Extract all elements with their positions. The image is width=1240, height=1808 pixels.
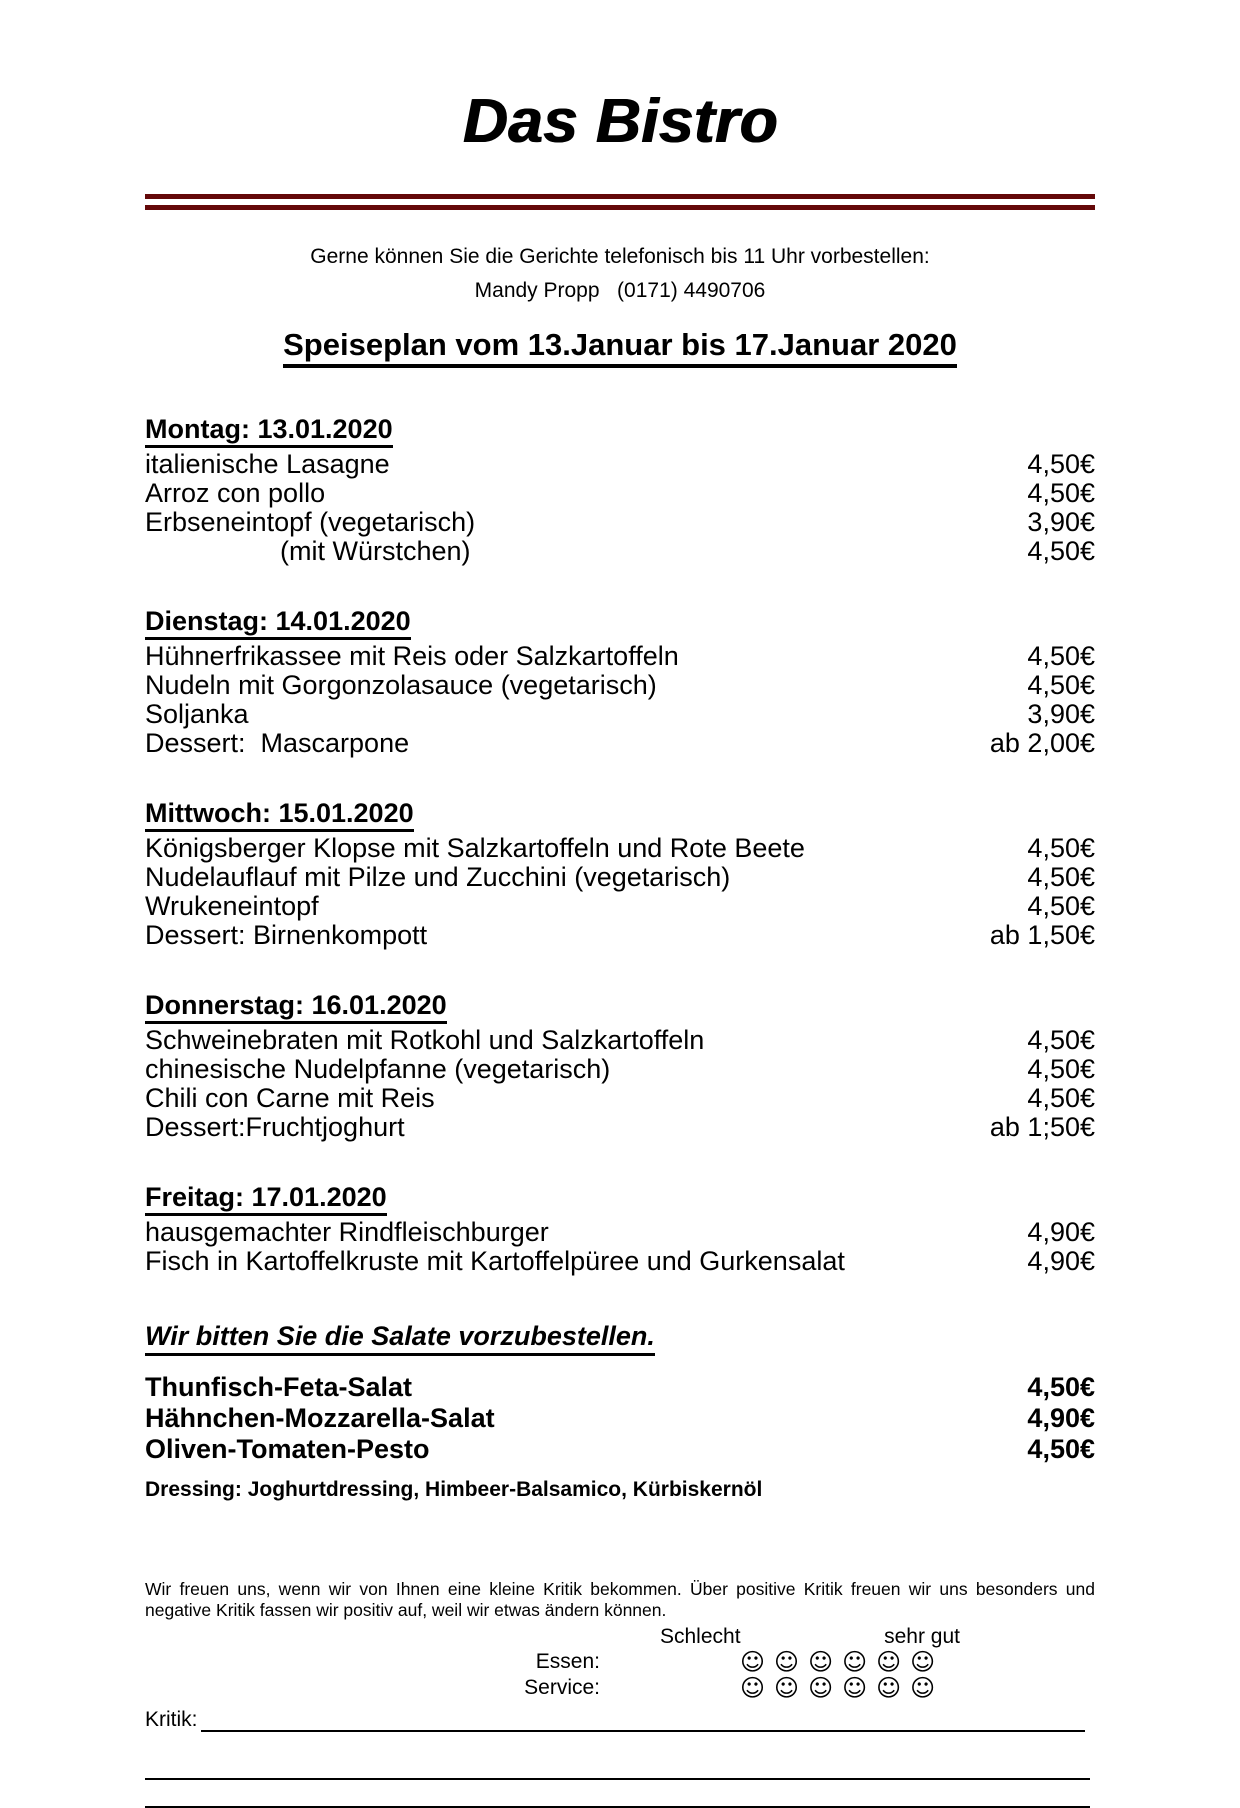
smiley-icon: ☺ [740, 1648, 766, 1676]
smiley-icon: ☺ [876, 1674, 902, 1702]
menu-item-name: Chili con Carne mit Reis [145, 1083, 435, 1113]
day-heading: Mittwoch: 15.01.2020 [145, 799, 414, 832]
menu-item-price: 4,50€ [1027, 833, 1095, 863]
salad-item-price: 4,90€ [1027, 1403, 1095, 1433]
menu-item-row [145, 921, 1095, 950]
menu-item-row [145, 671, 1095, 700]
menu-item-price: ab 1;50€ [989, 1112, 1095, 1142]
writein-line [145, 1754, 1090, 1780]
smiley-icon: ☺ [774, 1648, 800, 1676]
menu-item-price: 4,50€ [1027, 1054, 1095, 1084]
kritik-label: Kritik: [145, 1708, 198, 1731]
menu-item-name: Dessert:Fruchtjoghurt [145, 1112, 405, 1142]
salad-item-name: Hähnchen-Mozzarella-Salat [145, 1403, 495, 1433]
menu-item-name: Schweinebraten mit Rotkohl und Salzkartoffeln [145, 1025, 705, 1055]
menu-item-name: Königsberger Klopse mit Salzkartoffeln und Rote Beete [145, 833, 805, 863]
day-section-donnerstag [145, 991, 1095, 1142]
writein-line [145, 1780, 1090, 1808]
menu-item-price: 4,50€ [1027, 478, 1095, 508]
menu-item-price: 4,50€ [1027, 641, 1095, 671]
menu-item-name: Erbseneintopf (vegetarisch) [145, 507, 476, 537]
smiley-icon: ☺ [808, 1648, 834, 1676]
smiley-icon: ☺ [842, 1674, 868, 1702]
brand-rule-top [145, 194, 1095, 199]
menu-item-price: ab 1,50€ [989, 920, 1095, 950]
menu-item-price: ab 2,00€ [989, 728, 1095, 758]
plan-title: Speiseplan vom 13.Januar bis 17.Januar 2020 [283, 328, 957, 368]
contact-line: Mandy Propp (0171) 4490706 [474, 279, 766, 302]
smiley-icon: ☺ [740, 1674, 766, 1702]
day-heading: Montag: 13.01.2020 [145, 415, 393, 448]
page-title: Das Bistro [462, 87, 778, 156]
dressing-note: Dressing: Joghurtdressing, Himbeer-Balsamico, Kürbiskernöl [145, 1478, 763, 1501]
menu-item-price: 4,50€ [1027, 1025, 1095, 1055]
smiley-icon: ☺ [910, 1648, 936, 1676]
rating-label: Essen: [535, 1650, 600, 1673]
menu-item-name: Arroz con pollo [145, 478, 326, 508]
menu-item-name: Hühnerfrikassee mit Reis oder Salzkartoffeln [145, 641, 679, 671]
salad-item-name: Thunfisch-Feta-Salat [145, 1372, 413, 1402]
salad-item-row [145, 1372, 1095, 1403]
menu-item-row [145, 1026, 1095, 1055]
menu-item-row [145, 479, 1095, 508]
plan-title-wrap [145, 328, 1095, 368]
menu-item-row [145, 450, 1095, 479]
menu-item-row [145, 508, 1095, 537]
salad-item-row [145, 1403, 1095, 1434]
menu-item-name: hausgemachter Rindfleischburger [145, 1217, 549, 1247]
menu-item-price: 3,90€ [1027, 507, 1095, 537]
smiley-icon: ☺ [910, 1674, 936, 1702]
menu-item-row [145, 1084, 1095, 1113]
salad-rows [145, 1372, 1095, 1465]
menu-item-price: 3,90€ [1027, 699, 1095, 729]
menu-item-row [145, 1055, 1095, 1084]
salad-item-name: Oliven-Tomaten-Pesto [145, 1434, 430, 1464]
smiley-scale [740, 1650, 935, 1674]
feedback-section [145, 1579, 1095, 1808]
menu-item-name: Fisch in Kartoffelkruste mit Kartoffelpüree und Gurkensalat [145, 1246, 845, 1276]
menu-item-row [145, 537, 1095, 566]
scale-label-bad: Schlecht [660, 1625, 741, 1648]
rating-scale-row [660, 1625, 960, 1649]
rating-row-service [145, 1675, 1095, 1701]
preorder-note: Gerne können Sie die Gerichte telefonisch bis 11 Uhr vorbestellen: [310, 245, 930, 268]
menu-item-name: Soljanka [145, 699, 249, 729]
menu-item-row [145, 1113, 1095, 1142]
salad-item-row [145, 1434, 1095, 1465]
kritik-write-line [201, 1710, 1086, 1732]
menu-item-row [145, 863, 1095, 892]
menu-item-name: (mit Würstchen) [280, 536, 471, 566]
menu-item-row [145, 700, 1095, 729]
brand-rules [145, 194, 1095, 210]
menu-item-price: 4,50€ [1027, 862, 1095, 892]
menu-item-name: italienische Lasagne [145, 449, 390, 479]
weekly-menu [145, 415, 1095, 1276]
menu-item-price: 4,50€ [1027, 536, 1095, 566]
brand-rule-bottom [145, 205, 1095, 210]
menu-item-row [145, 892, 1095, 921]
smiley-icon: ☺ [876, 1648, 902, 1676]
menu-item-name: Nudeln mit Gorgonzolasauce (vegetarisch) [145, 670, 657, 700]
menu-item-name: Nudelauflauf mit Pilze und Zucchini (vegetarisch) [145, 862, 731, 892]
menu-item-row [145, 1218, 1095, 1247]
menu-item-price: 4,90€ [1027, 1246, 1095, 1276]
smiley-icon: ☺ [774, 1674, 800, 1702]
day-section-dienstag [145, 607, 1095, 758]
day-section-montag [145, 415, 1095, 566]
day-heading: Donnerstag: 16.01.2020 [145, 991, 447, 1024]
menu-item-price: 4,50€ [1027, 891, 1095, 921]
scale-label-good: sehr gut [884, 1625, 960, 1648]
salad-item-price: 4,50€ [1027, 1434, 1095, 1464]
smiley-scale [740, 1676, 935, 1700]
menu-item-price: 4,90€ [1027, 1217, 1095, 1247]
menu-item-name: Dessert: Birnenkompott [145, 920, 428, 950]
rating-row-essen [145, 1649, 1095, 1675]
salads-heading: Wir bitten Sie die Salate vorzubestellen. [145, 1322, 655, 1356]
menu-item-price: 4,50€ [1027, 449, 1095, 479]
day-heading: Dienstag: 14.01.2020 [145, 607, 411, 640]
menu-item-row [145, 642, 1095, 671]
salad-item-price: 4,50€ [1027, 1372, 1095, 1402]
day-section-mittwoch [145, 799, 1095, 950]
feedback-note: Wir freuen uns, wenn wir von Ihnen eine kleine Kritik bekommen. Über positive Kritik freuen wir uns besonders und negative Kritik fassen wir positiv auf, weil wir etwas ändern können. [145, 1579, 1095, 1620]
preorder-block [145, 240, 1095, 308]
menu-item-name: Dessert: Mascarpone [145, 728, 410, 758]
menu-item-row [145, 1247, 1095, 1276]
smiley-icon: ☺ [808, 1674, 834, 1702]
menu-item-row [145, 729, 1095, 758]
day-heading: Freitag: 17.01.2020 [145, 1183, 387, 1216]
day-section-freitag [145, 1183, 1095, 1276]
salads-section [145, 1322, 1095, 1502]
smiley-icon: ☺ [842, 1648, 868, 1676]
rating-label: Service: [524, 1676, 600, 1699]
menu-item-name: chinesische Nudelpfanne (vegetarisch) [145, 1054, 611, 1084]
kritik-row [145, 1706, 1095, 1732]
menu-item-row [145, 834, 1095, 863]
menu-item-price: 4,50€ [1027, 1083, 1095, 1113]
menu-item-price: 4,50€ [1027, 670, 1095, 700]
menu-item-name: Wrukeneintopf [145, 891, 319, 921]
